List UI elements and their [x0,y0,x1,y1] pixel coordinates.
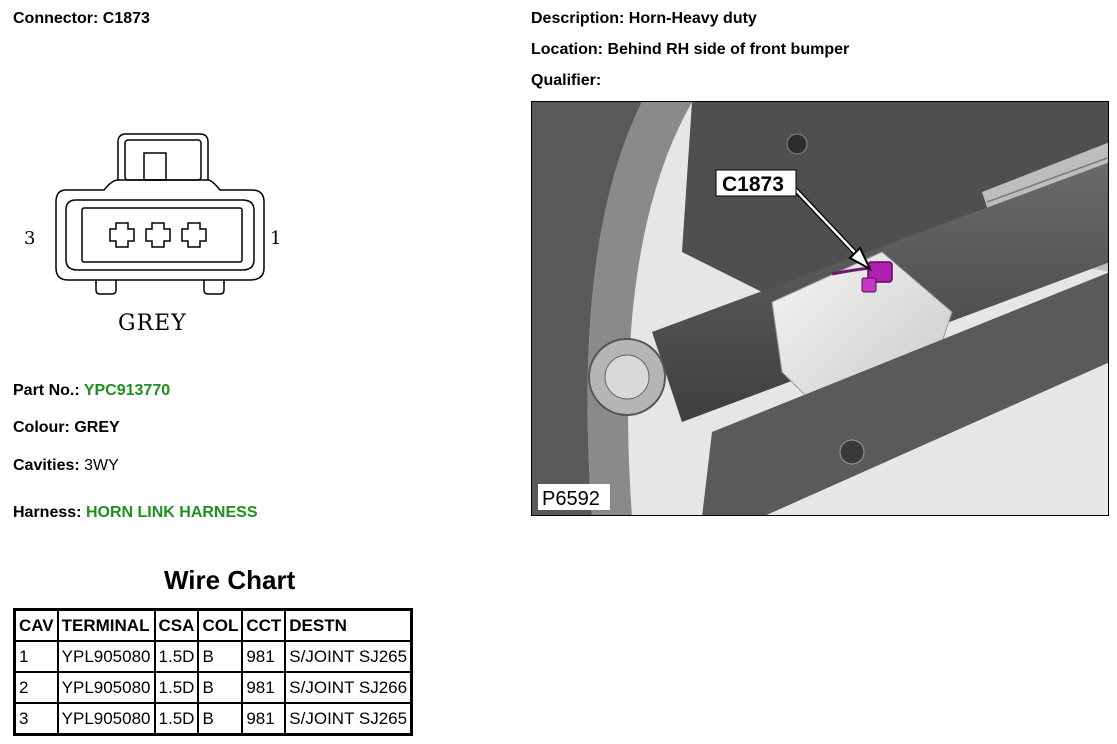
connector-c1873-tab [862,278,876,292]
latch-outline [118,134,208,180]
cell-terminal: YPL905080 [58,672,155,703]
horn-face [605,355,649,399]
cavity-2 [146,223,170,247]
location-line [531,41,849,59]
part-number-label: Part No.: [13,382,80,399]
cell-csa: 1.5D [155,703,199,734]
cavity-number-right: 1 [270,228,282,249]
description-line [531,10,757,28]
bolt-upper [787,134,807,154]
cell-destn: S/JOINT SJ266 [285,672,411,703]
terminal-cavities [110,223,206,247]
table-row [15,703,411,734]
colour-line [13,419,120,437]
cavities-value: 3WY [84,457,119,474]
table-row [15,641,411,672]
cell-destn: S/JOINT SJ265 [285,703,411,734]
part-number-link[interactable]: YPC913770 [83,382,171,399]
col-header-cct: CCT [242,610,285,641]
cavity-number-left: 3 [24,228,36,249]
cell-csa: 1.5D [155,672,199,703]
colour-value: GREY [74,419,120,436]
cell-col: B [198,703,242,734]
bolt-lower [840,440,864,464]
col-header-terminal: TERMINAL [58,610,155,641]
cavity-1 [182,223,206,247]
cell-terminal: YPL905080 [58,703,155,734]
cell-cct: 981 [242,641,285,672]
cell-cav: 1 [15,641,58,672]
col-header-destn: DESTN [285,610,411,641]
cell-destn: S/JOINT SJ265 [285,641,411,672]
figure-id: P6592 [542,488,600,510]
cell-cav: 3 [15,703,58,734]
description-label: Description: [531,10,625,27]
col-header-col: COL [198,610,242,641]
connector-body-outline [56,180,264,280]
connector-face-diagram [20,120,300,340]
latch-tab [144,153,166,180]
wire-chart-title: Wire Chart [164,565,296,595]
connector-label: Connector: [13,10,99,27]
cell-col: B [198,641,242,672]
cell-csa: 1.5D [155,641,199,672]
cavities-line [13,457,119,475]
cavities-label: Cavities: [13,457,80,474]
harness-link[interactable]: HORN LINK HARNESS [85,504,258,521]
part-number-line [13,382,170,400]
left-foot [96,280,116,294]
colour-label: Colour: [13,419,70,436]
location-illustration-svg [532,102,1109,516]
connector-value: C1873 [102,10,150,27]
connector-colour-caption: GREY [118,311,187,336]
latch-inner [125,140,201,180]
wire-chart-table [13,608,413,736]
callout-label: C1873 [722,173,784,196]
cell-terminal: YPL905080 [58,641,155,672]
harness-line [13,504,258,522]
connector-line [13,10,150,28]
wire-chart-header-row [15,610,411,641]
harness-label: Harness: [13,504,82,521]
col-header-cav: CAV [15,610,58,641]
cell-col: B [198,672,242,703]
description-value: Horn-Heavy duty [628,10,757,27]
cell-cct: 981 [242,672,285,703]
cell-cav: 2 [15,672,58,703]
right-foot [204,280,224,294]
table-row [15,672,411,703]
col-header-csa: CSA [155,610,199,641]
cavity-3 [110,223,134,247]
cavity-frame [82,208,242,262]
location-illustration [531,101,1109,516]
location-label: Location: [531,41,603,58]
cell-cct: 981 [242,703,285,734]
qualifier-line [531,72,601,90]
connector-body-inner [66,200,254,270]
location-value: Behind RH side of front bumper [607,41,850,58]
qualifier-label: Qualifier: [531,72,602,89]
